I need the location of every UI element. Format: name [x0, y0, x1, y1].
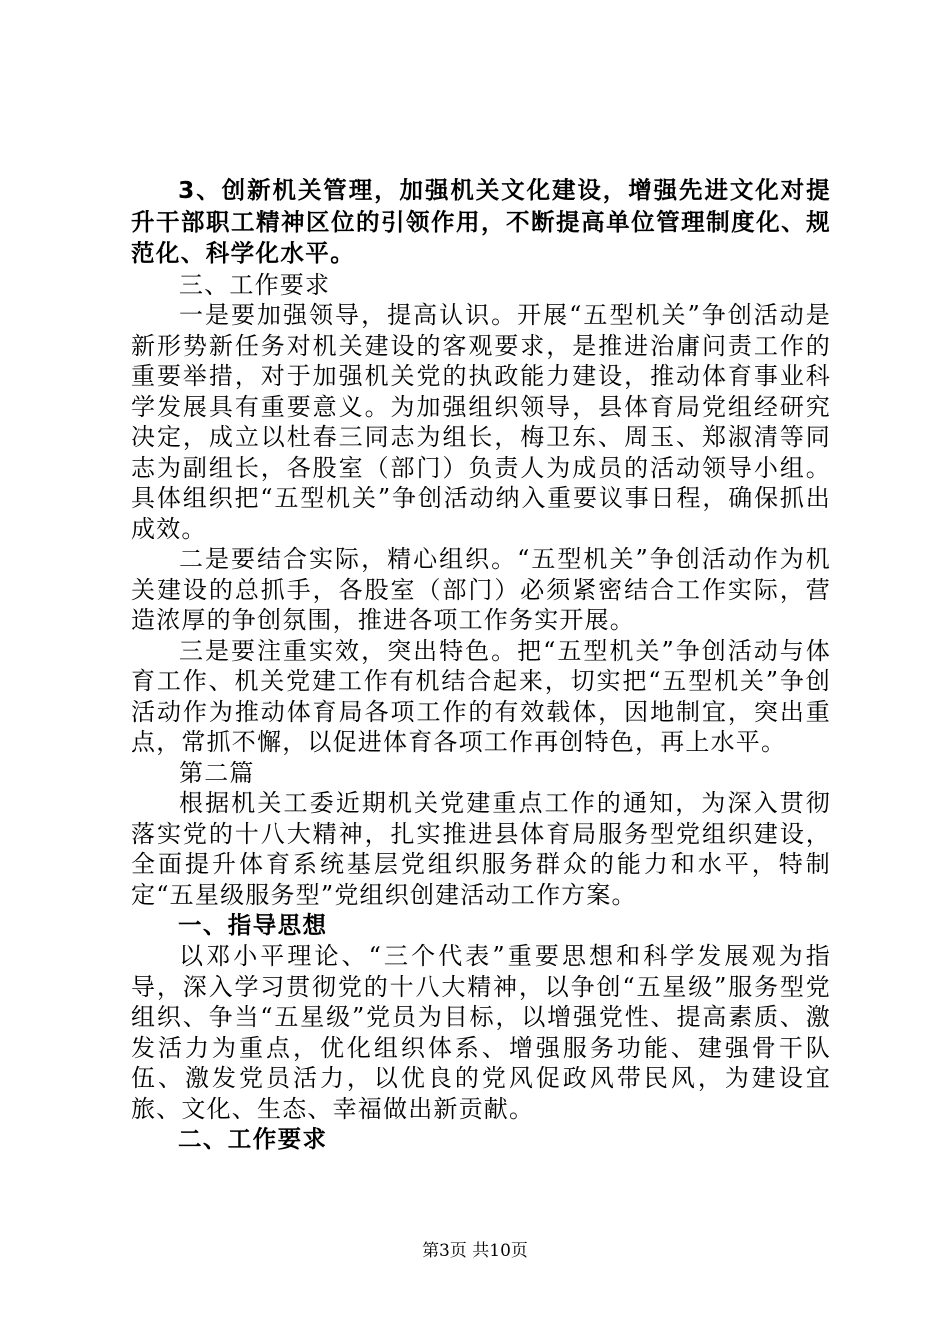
heading-work-requirements: 三、工作要求 [179, 270, 331, 299]
paragraph-notice-intro: 根据机关工委近期机关党建重点工作的通知，为深入贯彻落实党的十八大精神，扎实推进县体育局服务型党组织建设，全面提升体育系统基层党组织服务群众的能力和水平，特制定“五星级服务型”党组织创建活动工作方案。 [131, 789, 831, 909]
page-number-footer: 第3页 共10页 [422, 1241, 528, 1261]
heading-second-part: 第二篇 [179, 758, 255, 787]
paragraph-organization: 二是要结合实际，精心组织。“五型机关”争创活动作为机关建设的总抓手，各股室（部门）必须紧密结合工作实际，营造浓厚的争创氛围，推进各项工作务实开展。 [131, 545, 831, 634]
paragraph-guiding-thought: 以邓小平理论、“三个代表”重要思想和科学发展观为指导，深入学习贯彻党的十八大精神，以争创“五星级”服务型党组织、争当“五星级”党员为目标，以增强党性、提高素质、激发活力为重点，优化组织体系、增强服务功能、建强骨干队伍、激发党员活力，以优良的党风促政风带民风，为建设宜旅、文化、生态、幸福做出新贡献。 [131, 942, 831, 1123]
heading-guiding-thought: 一、指导思想 [178, 911, 328, 939]
document-body [131, 175, 831, 1155]
paragraph-effectiveness: 三是要注重实效，突出特色。把“五型机关”争创活动与体育工作、机关党建工作有机结合起来，切实把“五型机关”争创活动作为推动体育局各项工作的有效载体，因地制宜，突出重点，常抓不懈，以促进体育各项工作再创特色，再上水平。 [131, 636, 831, 756]
paragraph-leadership: 一是要加强领导，提高认识。开展“五型机关”争创活动是新形势新任务对机关建设的客观要求，是推进治庸问责工作的重要举措，对于加强机关党的执政能力建设，推动体育事业科学发展具有重要意义。为加强组织领导，县体育局党组经研究决定，成立以杜春三同志为组长，梅卫东、周玉、郑淑清等同志为副组长，各股室（部门）负责人为成员的活动领导小组。具体组织把“五型机关”争创活动纳入重要议事日程，确保抓出成效。 [131, 301, 831, 543]
heading-work-requirements-2: 二、工作要求 [178, 1125, 328, 1153]
paragraph-innovation-management: 3、创新机关管理，加强机关文化建设，增强先进文化对提升干部职工精神区位的引领作用，不断提高单位管理制度化、规范化、科学化水平。 [131, 176, 831, 267]
